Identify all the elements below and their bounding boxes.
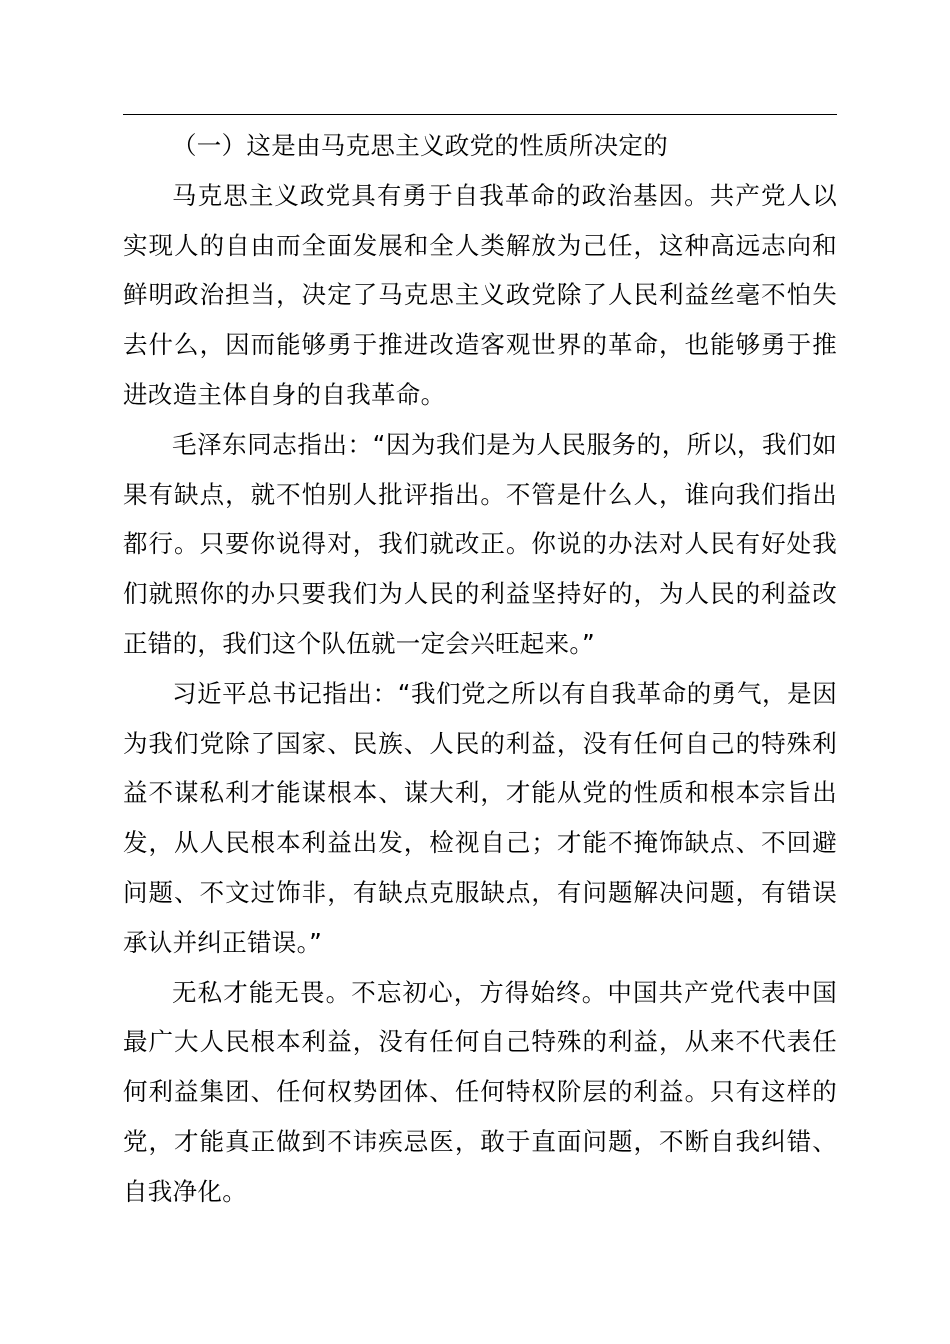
header-rule (123, 114, 837, 115)
section-heading: （一）这是由马克思主义政党的性质所决定的 (172, 131, 668, 160)
paragraph-selflessness: 无私才能无畏。不忘初心，方得始终。中国共产党代表中国最广大人民根本利益，没有任何自己特殊的利益，从来不代表任何利益集团、任何权势团体、任何特权阶层的利益。只有这样的党，才能真正做到不讳疾忌医，敢于直面问题，不断自我纠错、自我净化。 (123, 977, 837, 1206)
paragraph-mao-quote: 毛泽东同志指出：“因为我们是为人民服务的，所以，我们如果有缺点，就不怕别人批评指出。不管是什么人，谁向我们指出都行。只要你说得对，我们就改正。你说的办法对人民有好处我们就照你的办只要我们为人民的利益坚持好的，为人民的利益改正错的，我们这个队伍就一定会兴旺起来。” (123, 429, 837, 658)
paragraph-xi-quote: 习近平总书记指出：“我们党之所以有自我革命的勇气，是因为我们党除了国家、民族、人民的利益，没有任何自己的特殊利益不谋私利才能谋根本、谋大利，才能从党的性质和根本宗旨出发，从人民根本利益出发，检视自己；才能不掩饰缺点、不回避问题、不文过饰非，有缺点克服缺点，有问题解决问题，有错误承认并纠正错误。” (123, 678, 837, 957)
paragraph-political-gene: 马克思主义政党具有勇于自我革命的政治基因。共产党人以实现人的自由而全面发展和全人类解放为己任，这种高远志向和鲜明政治担当，决定了马克思主义政党除了人民利益丝毫不怕失去什么，因而能够勇于推进改造客观世界的革命，也能够勇于推进改造主体自身的自我革命。 (123, 180, 837, 409)
document-body (123, 121, 837, 1217)
